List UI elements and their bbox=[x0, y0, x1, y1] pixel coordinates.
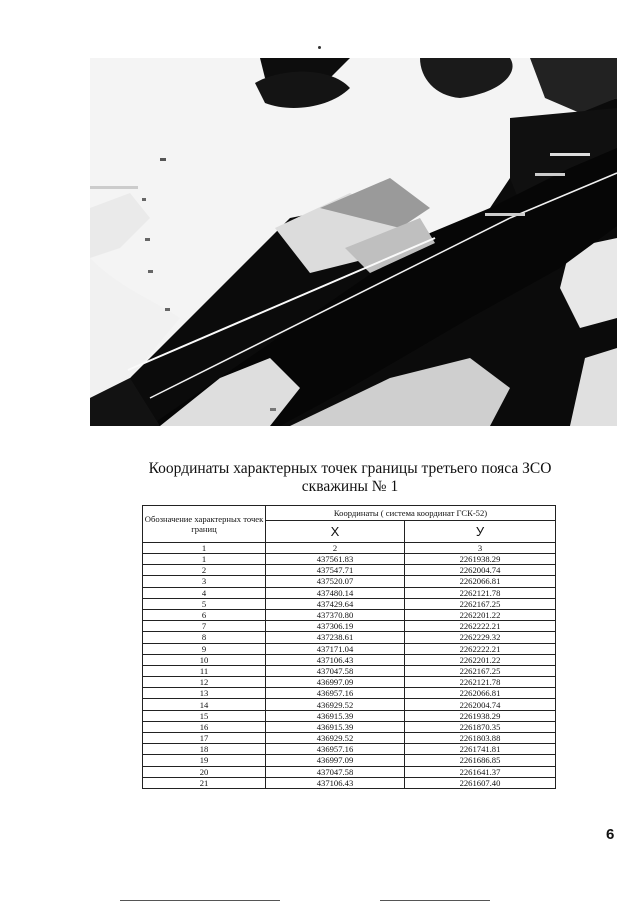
satellite-photo-drawing bbox=[90, 58, 617, 426]
point-number-cell: 7 bbox=[143, 621, 266, 632]
x-coordinate-cell: 437561.83 bbox=[266, 554, 405, 565]
y-coordinate-cell: 2262201.22 bbox=[405, 654, 556, 665]
y-coordinate-cell: 2262004.74 bbox=[405, 699, 556, 710]
point-number-cell: 13 bbox=[143, 688, 266, 699]
point-number-cell: 1 bbox=[143, 554, 266, 565]
point-number-cell: 9 bbox=[143, 643, 266, 654]
y-coordinate-cell: 2261870.35 bbox=[405, 721, 556, 732]
y-coordinate-cell: 2261607.40 bbox=[405, 777, 556, 788]
y-coordinate-cell: 2262121.78 bbox=[405, 587, 556, 598]
scan-speck bbox=[318, 46, 321, 49]
y-coordinate-cell: 2262004.74 bbox=[405, 565, 556, 576]
table-row bbox=[143, 677, 556, 688]
table-row bbox=[143, 721, 556, 732]
satellite-photo bbox=[90, 58, 617, 426]
point-number-cell: 19 bbox=[143, 755, 266, 766]
table-title bbox=[130, 460, 570, 496]
x-coordinate-cell: 437520.07 bbox=[266, 576, 405, 587]
point-number-cell: 4 bbox=[143, 587, 266, 598]
table-row bbox=[143, 733, 556, 744]
point-number-cell: 20 bbox=[143, 766, 266, 777]
table-row bbox=[143, 766, 556, 777]
header-point-designation: Обозначение характерных точек границ bbox=[143, 506, 266, 543]
coordinates-table bbox=[142, 505, 556, 789]
y-coordinate-cell: 2261741.81 bbox=[405, 744, 556, 755]
point-number-cell: 17 bbox=[143, 733, 266, 744]
x-coordinate-cell: 437047.58 bbox=[266, 766, 405, 777]
x-coordinate-cell: 437429.64 bbox=[266, 598, 405, 609]
x-coordinate-cell: 436957.16 bbox=[266, 744, 405, 755]
x-coordinate-cell: 436957.16 bbox=[266, 688, 405, 699]
y-coordinate-cell: 2262222.21 bbox=[405, 621, 556, 632]
table-row bbox=[143, 576, 556, 587]
table-row bbox=[143, 643, 556, 654]
table-row bbox=[143, 587, 556, 598]
table-row bbox=[143, 744, 556, 755]
x-coordinate-cell: 437306.19 bbox=[266, 621, 405, 632]
point-number-cell: 14 bbox=[143, 699, 266, 710]
point-number-cell: 3 bbox=[143, 576, 266, 587]
point-number-cell: 2 bbox=[143, 565, 266, 576]
column-number: 2 bbox=[266, 543, 405, 554]
x-coordinate-cell: 436997.09 bbox=[266, 677, 405, 688]
y-coordinate-cell: 2262121.78 bbox=[405, 677, 556, 688]
x-coordinate-cell: 436929.52 bbox=[266, 733, 405, 744]
header-coordinates: Координаты ( система координат ГСК-52) bbox=[266, 506, 556, 521]
footer-line bbox=[380, 900, 490, 901]
y-coordinate-cell: 2261938.29 bbox=[405, 710, 556, 721]
y-coordinate-cell: 2262201.22 bbox=[405, 609, 556, 620]
point-number-cell: 21 bbox=[143, 777, 266, 788]
x-coordinate-cell: 437106.43 bbox=[266, 777, 405, 788]
x-coordinate-cell: 436915.39 bbox=[266, 710, 405, 721]
point-number-cell: 8 bbox=[143, 632, 266, 643]
x-coordinate-cell: 436997.09 bbox=[266, 755, 405, 766]
table-row bbox=[143, 565, 556, 576]
y-coordinate-cell: 2261686.85 bbox=[405, 755, 556, 766]
table-row bbox=[143, 554, 556, 565]
table-row bbox=[143, 755, 556, 766]
table-title-line2: скважины № 1 bbox=[301, 478, 399, 495]
page-number: 6 bbox=[606, 826, 615, 843]
y-coordinate-cell: 2262066.81 bbox=[405, 688, 556, 699]
column-number-row bbox=[143, 543, 556, 554]
y-coordinate-cell: 2262229.32 bbox=[405, 632, 556, 643]
y-coordinate-cell: 2261938.29 bbox=[405, 554, 556, 565]
table-row bbox=[143, 699, 556, 710]
point-number-cell: 10 bbox=[143, 654, 266, 665]
header-y: У bbox=[405, 521, 556, 543]
x-coordinate-cell: 437171.04 bbox=[266, 643, 405, 654]
point-number-cell: 5 bbox=[143, 598, 266, 609]
point-number-cell: 12 bbox=[143, 677, 266, 688]
x-coordinate-cell: 437370.80 bbox=[266, 609, 405, 620]
x-coordinate-cell: 437047.58 bbox=[266, 665, 405, 676]
point-number-cell: 6 bbox=[143, 609, 266, 620]
point-number-cell: 18 bbox=[143, 744, 266, 755]
table-row bbox=[143, 654, 556, 665]
x-coordinate-cell: 437480.14 bbox=[266, 587, 405, 598]
table-row bbox=[143, 710, 556, 721]
x-coordinate-cell: 436915.39 bbox=[266, 721, 405, 732]
y-coordinate-cell: 2262167.25 bbox=[405, 598, 556, 609]
header-x: X bbox=[266, 521, 405, 543]
table-row bbox=[143, 621, 556, 632]
y-coordinate-cell: 2261803.88 bbox=[405, 733, 556, 744]
y-coordinate-cell: 2262066.81 bbox=[405, 576, 556, 587]
table-row bbox=[143, 598, 556, 609]
x-coordinate-cell: 437547.71 bbox=[266, 565, 405, 576]
x-coordinate-cell: 437106.43 bbox=[266, 654, 405, 665]
point-number-cell: 15 bbox=[143, 710, 266, 721]
table-row bbox=[143, 609, 556, 620]
table-row bbox=[143, 665, 556, 676]
table-row bbox=[143, 632, 556, 643]
table-row bbox=[143, 777, 556, 788]
point-number-cell: 16 bbox=[143, 721, 266, 732]
table-title-line1: Координаты характерных точек границы третьего пояса ЗСО bbox=[148, 460, 552, 477]
footer-line bbox=[120, 900, 280, 901]
y-coordinate-cell: 2262222.21 bbox=[405, 643, 556, 654]
x-coordinate-cell: 436929.52 bbox=[266, 699, 405, 710]
column-number: 3 bbox=[405, 543, 556, 554]
y-coordinate-cell: 2262167.25 bbox=[405, 665, 556, 676]
x-coordinate-cell: 437238.61 bbox=[266, 632, 405, 643]
column-number: 1 bbox=[143, 543, 266, 554]
y-coordinate-cell: 2261641.37 bbox=[405, 766, 556, 777]
table-row bbox=[143, 688, 556, 699]
point-number-cell: 11 bbox=[143, 665, 266, 676]
